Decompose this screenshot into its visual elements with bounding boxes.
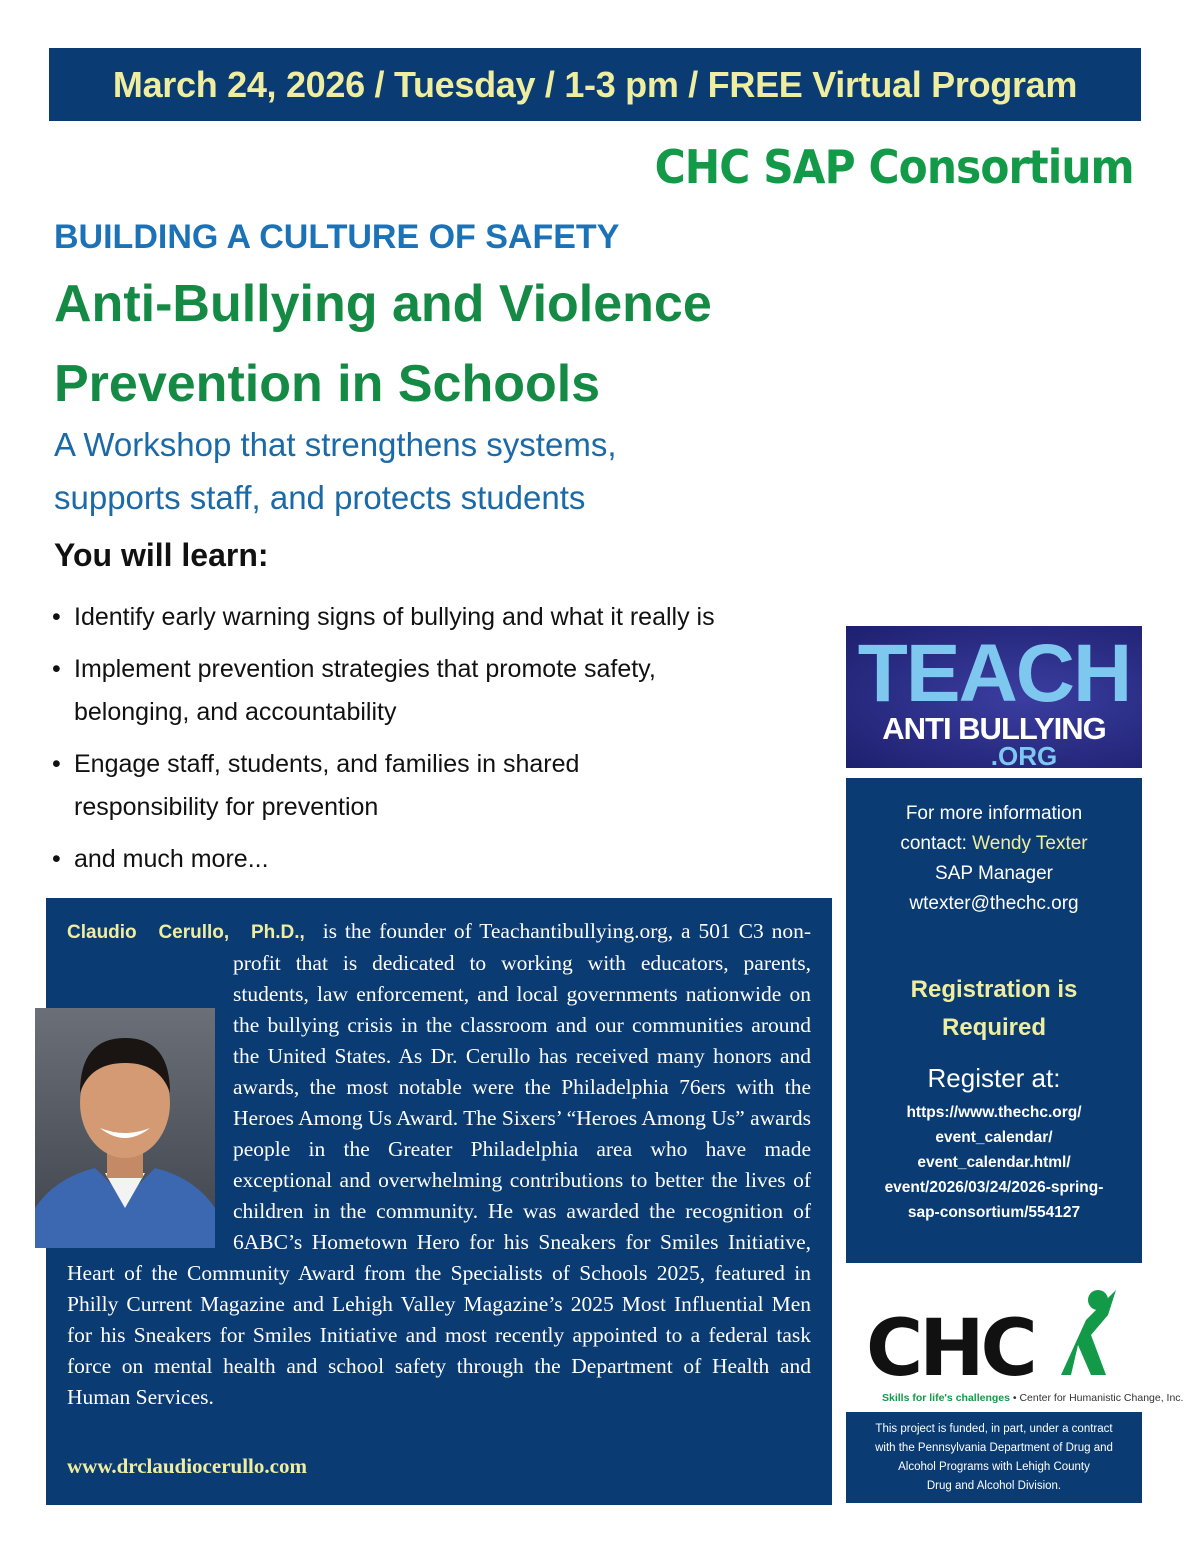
subtitle [54,418,616,524]
register-label: Register at: [927,1063,1061,1093]
registration-link[interactable]: https://www.thechc.org/ event_calendar/ event_calendar.html/ event/2026/03/24/2026-spring- sap-consortium/554127 [884,1104,1104,1221]
chc-logo [846,1280,1184,1410]
learn-heading: You will learn: [54,537,269,573]
subtitle-line: supports staff, and protects students [54,479,586,516]
contact-name: Wendy Texter [972,833,1088,854]
speaker-photo [35,1008,215,1248]
list-item: • Implement prevention strategies that promote safety, belonging, and accountability [52,648,732,734]
contact-label: contact: [900,833,967,854]
teach-anti-bullying-logo: TEACH ANTI BULLYING .ORG [846,626,1142,768]
registration-notice: Registration is Required [910,976,1078,1041]
bio-text: is the founder of Teachantibullying.org, a 501 C3 non-profit that is dedicated to working with educators, parents, students, law enforcement, and local governments nationwide on the bullying crisis in the classroom and our communities around the United States. As Dr. Cerullo has received many honors and awards, the most notable were the Philadelphia 76ers with the Heroes Among Us Award. The Sixers’ “Heroes Among Us” awards people in the Greater Philadelphia area who have made exceptional and overwhelming contributions to better the lives of children in the community. He was awarded the recognition of 6ABC’s Hometown Hero for his Sneakers for Smiles Initiative, Heart of the Community Award from the Specialists of Schools 2025, featured in Philly Current Magazine and Lehigh Valley Magazine’s 2025 Most Influential Men for his Sneakers for Smiles Initiative and most recently appointed to a federal task force on mental health and school safety through the Department of Health and Human Services. [67,919,811,1409]
list-item: • Engage staff, students, and families in shared responsibility for prevention [52,743,612,829]
list-item: • and much more... [52,838,832,881]
subtitle-line: A Workshop that strengthens systems, [54,426,617,463]
svg-text:Skills for life's challenges •: Skills for life's challenges • Center for Humanistic Change, Inc. [882,1392,1184,1404]
kicker: BUILDING A CULTURE OF SAFETY [54,218,620,256]
title-line: Prevention in Schools [54,355,601,413]
page-title [54,264,712,424]
organization-name: CHC SAP Consortium [654,140,1134,194]
speaker-name: Claudio Cerullo, Ph.D., [67,922,305,943]
contact-info-box [846,778,1142,1263]
event-date-banner: March 24, 2026 / Tuesday / 1-3 pm / FREE Virtual Program [49,48,1141,121]
speaker-website-link[interactable]: www.drclaudiocerullo.com [67,1454,307,1478]
contact-role: SAP Manager [935,863,1053,884]
svg-text:CHC: CHC [866,1304,1034,1394]
info-text: For more information [905,803,1083,824]
list-item: • Identify early warning signs of bullying and what it really is [52,596,832,639]
funding-notice: This project is funded, in part, under a contract with the Pennsylvania Department of Drug and Alcohol Programs with Lehigh County Drug and Alcohol Division. [846,1412,1142,1503]
title-line: Anti-Bullying and Violence [54,275,712,333]
learning-list [52,596,832,890]
contact-email-link[interactable]: wtexter@thechc.org [909,893,1079,914]
